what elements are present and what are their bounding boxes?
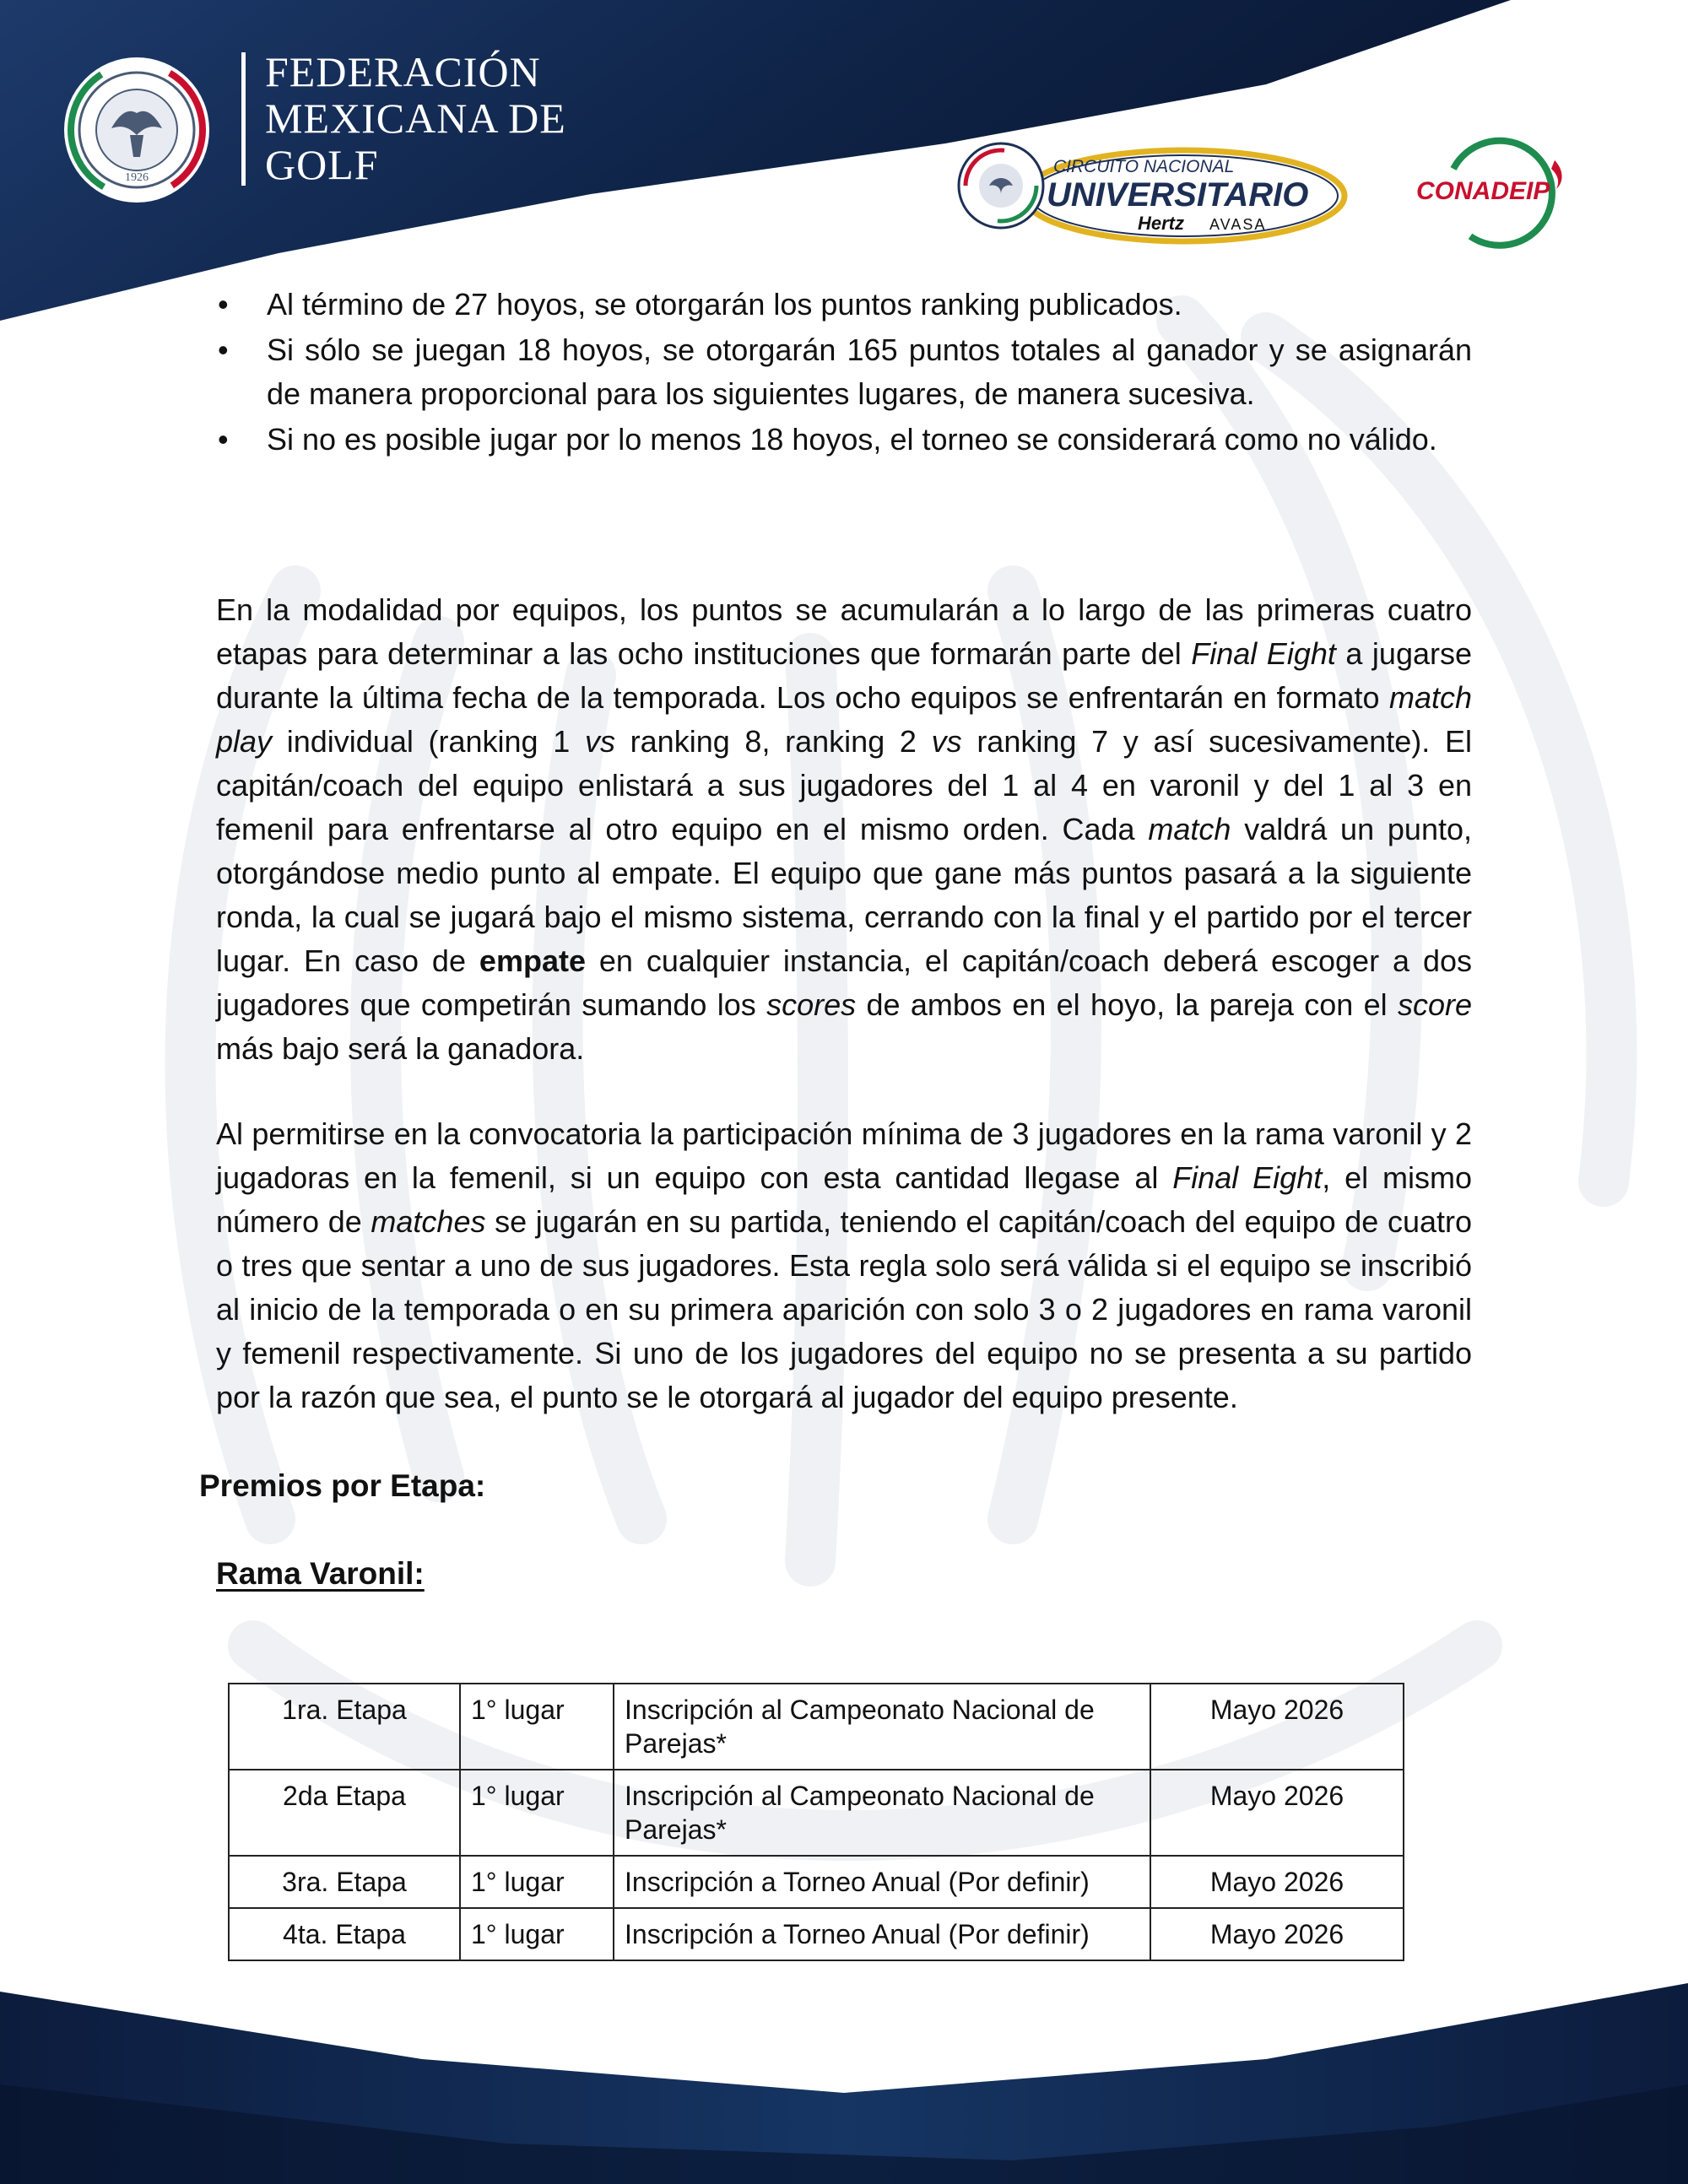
premios-heading: Premios por Etapa: xyxy=(199,1468,486,1503)
prize-cell: Inscripción a Torneo Anual (Por definir) xyxy=(614,1856,1150,1908)
prize-cell: Inscripción a Torneo Anual (Por definir) xyxy=(614,1908,1150,1960)
place-cell: 1° lugar xyxy=(460,1856,614,1908)
seal-year: 1926 xyxy=(125,171,149,184)
bullet-icon: • xyxy=(218,332,229,367)
ranking-bullet-list xyxy=(218,283,1472,463)
stage-cell: 3ra. Etapa xyxy=(229,1856,460,1908)
list-item: • Si no es posible jugar por lo menos 18 hoyos, el torneo se considerará como no válido. xyxy=(267,418,1472,462)
place-cell: 1° lugar xyxy=(460,1770,614,1856)
list-item: • Al término de 27 hoyos, se otorgarán los puntos ranking publicados. xyxy=(267,283,1472,327)
list-item: • Si sólo se juegan 18 hoyos, se otorgarán 165 puntos totales al ganador y se asignarán de manera proporcional para los siguientes lugares, de manera sucesiva. xyxy=(267,328,1472,416)
brand-line-3: GOLF xyxy=(265,141,379,188)
date-cell: Mayo 2026 xyxy=(1150,1856,1404,1908)
stage-cell: 1ra. Etapa xyxy=(229,1684,460,1770)
prizes-table xyxy=(228,1683,1404,1961)
team-format-paragraph: En la modalidad por equipos, los puntos se acumularán a lo largo de las primeras cuatro etapas para determinar a las ocho instituciones que formarán parte del Final Eight a jugarse durante la última fecha de la temporada. Los ocho equipos se enfrentarán en formato match play individual (ranking 1 vs ranking 8, ranking 2 vs ranking 7 y así sucesivamente). El capitán/coach del equipo enlistará a sus jugadores del 1 al 4 en varonil y del 1 al 3 en femenil para enfrentarse al otro equipo en el mismo orden. Cada match valdrá un punto, otorgándose medio punto al empate. El equipo que gane más puntos pasará a la siguiente ronda, la cual se jugará bajo el mismo sistema, cerrando con la final y el partido por el tercer lugar. En caso de empate en cualquier instancia, el capitán/coach deberá escoger a dos jugadores que competirán sumando los scores de ambos en el hoyo, la pareja con el score más bajo será la ganadora. xyxy=(216,592,1472,1066)
cnu-line1: CIRCUITO NACIONAL xyxy=(1053,157,1235,176)
place-cell: 1° lugar xyxy=(460,1908,614,1960)
conadeip-text: CONADEIP xyxy=(1416,177,1550,205)
table-row xyxy=(229,1770,1404,1856)
brand-line-2: MEXICANA DE xyxy=(265,95,566,142)
bullet-icon: • xyxy=(218,422,229,457)
date-cell: Mayo 2026 xyxy=(1150,1684,1404,1770)
stage-cell: 4ta. Etapa xyxy=(229,1908,460,1960)
date-cell: Mayo 2026 xyxy=(1150,1770,1404,1856)
table-row xyxy=(229,1684,1404,1770)
rama-varonil-heading: Rama Varonil: xyxy=(216,1556,425,1591)
place-cell: 1° lugar xyxy=(460,1684,614,1770)
bullet-icon: • xyxy=(218,287,229,322)
stage-cell: 2da Etapa xyxy=(229,1770,460,1856)
table-row xyxy=(229,1856,1404,1908)
prize-cell: Inscripción al Campeonato Nacional de Parejas* xyxy=(614,1770,1150,1856)
cnu-sponsor-hertz: Hertz xyxy=(1138,213,1185,234)
prize-cell: Inscripción al Campeonato Nacional de Parejas* xyxy=(614,1684,1150,1770)
cnu-line2: UNIVERSITARIO xyxy=(1047,176,1309,214)
minimum-players-paragraph: Al permitirse en la convocatoria la participación mínima de 3 jugadores en la rama varonil y 2 jugadoras en la femenil, si un equipo con esta cantidad llegase al Final Eight, el mismo número de matches se jugarán en su partida, teniendo el capitán/coach del equipo de cuatro o tres que sentar a uno de sus jugadores. Esta regla solo será válida si el equipo se inscribió al inicio de la temporada o en su primera aparición con solo 3 o 2 jugadores en rama varonil y femenil respectivamente. Si uno de los jugadores del equipo no se presenta a su partido por la razón que sea, el punto se le otorgará al jugador del equipo presente. xyxy=(216,1116,1473,1414)
date-cell: Mayo 2026 xyxy=(1150,1908,1404,1960)
table-row xyxy=(229,1908,1404,1960)
cnu-sponsor-avasa: AVASA xyxy=(1209,216,1267,233)
brand-line-1: FEDERACIÓN xyxy=(265,48,541,95)
